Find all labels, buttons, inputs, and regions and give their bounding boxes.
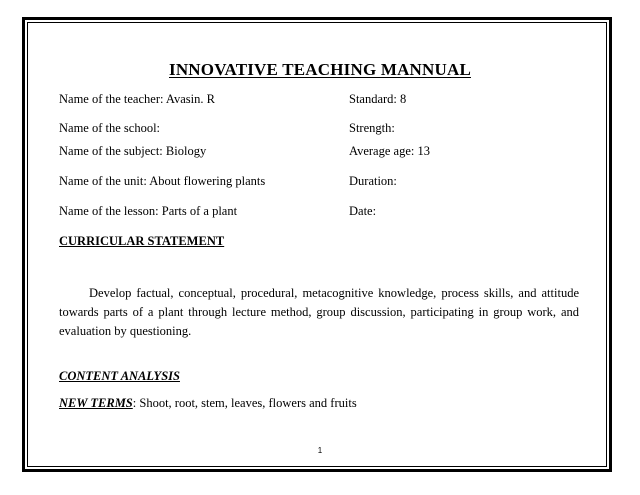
new-terms-line [59,396,357,411]
page-number: 1 [317,446,323,455]
field-date: Date: [349,204,377,218]
curricular-statement-text: Develop factual, conceptual, procedural, metacognitive knowledge, process skills, and attitude towards parts of a plant through lecture method, group discussion, participating in group work, and evaluation by questioning. [59,286,579,338]
field-unit-name: Name of the unit: About flowering plants [59,174,266,188]
new-terms-text: : Shoot, root, stem, leaves, flowers and fruits [132,396,357,410]
field-teacher-name: Name of the teacher: Avasin. R [59,92,215,106]
field-average-age: Average age: 13 [349,144,430,158]
field-lesson-name: Name of the lesson: Parts of a plant [59,204,238,218]
field-duration: Duration: [349,174,397,188]
field-subject-name: Name of the subject: Biology [59,144,207,158]
curricular-statement-heading: CURRICULAR STATEMENT [59,234,225,248]
content-analysis-heading: CONTENT ANALYSIS [59,369,180,383]
document-title: INNOVATIVE TEACHING MANNUAL [169,60,471,79]
field-standard: Standard: 8 [349,92,407,106]
new-terms-label: NEW TERMS [59,396,133,410]
field-school-name: Name of the school: [59,121,161,135]
field-strength: Strength: [349,121,395,135]
